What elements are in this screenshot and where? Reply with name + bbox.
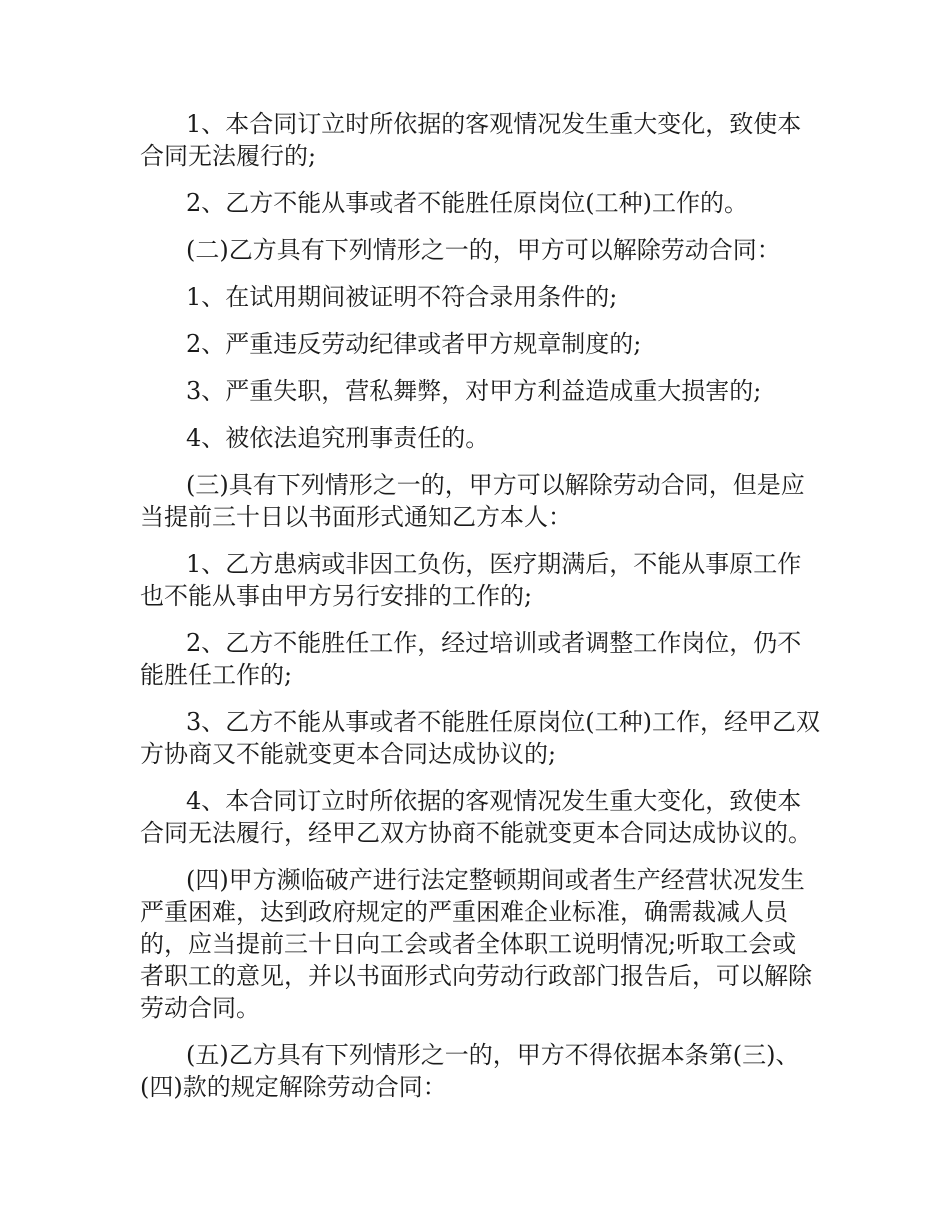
paragraph: (四)甲方濒临破产进行法定整顿期间或者生产经营状况发生严重困难，达到政府规定的严重困难企业标准，确需裁减人员的，应当提前三十日向工会或者全体职工说明情况;听取工会或者职工的意见，并以书面形式向劳动行政部门报告后，可以解除劳动合同。 (140, 866, 812, 1022)
paragraph: 2、严重违反劳动纪律或者甲方规章制度的; (186, 330, 642, 358)
paragraph: 1、本合同订立时所依据的客观情况发生重大变化，致使本合同无法履行的; (140, 110, 802, 170)
paragraph: 2、乙方不能胜任工作，经过培训或者调整工作岗位，仍不能胜任工作的; (140, 629, 802, 689)
paragraph: 1、乙方患病或非因工负伤，医疗期满后，不能从事原工作也不能从事由甲方另行安排的工作的; (140, 550, 802, 610)
paragraph: 4、被依法追究刑事责任的。 (186, 424, 490, 452)
paragraph: (二)乙方具有下列情形之一的，甲方可以解除劳动合同： (186, 236, 781, 264)
document-body (140, 108, 820, 1118)
paragraph: (五)乙方具有下列情形之一的，甲方不得依据本条第(三)、(四)款的规定解除劳动合同： (140, 1041, 800, 1101)
paragraph: 4、本合同订立时所依据的客观情况发生重大变化，致使本合同无法履行，经甲乙双方协商不能就变更本合同达成协议的。 (140, 787, 812, 847)
paragraph: 3、乙方不能从事或者不能胜任原岗位(工种)工作，经甲乙双方协商又不能就变更本合同达成协议的; (140, 708, 820, 768)
paragraph: (三)具有下列情形之一的，甲方可以解除劳动合同，但是应当提前三十日以书面形式通知乙方本人： (140, 471, 805, 531)
paragraph: 1、在试用期间被证明不符合录用条件的; (186, 283, 618, 311)
paragraph: 2、乙方不能从事或者不能胜任原岗位(工种)工作的。 (186, 189, 748, 217)
paragraph: 3、严重失职，营私舞弊，对甲方利益造成重大损害的; (186, 377, 762, 405)
